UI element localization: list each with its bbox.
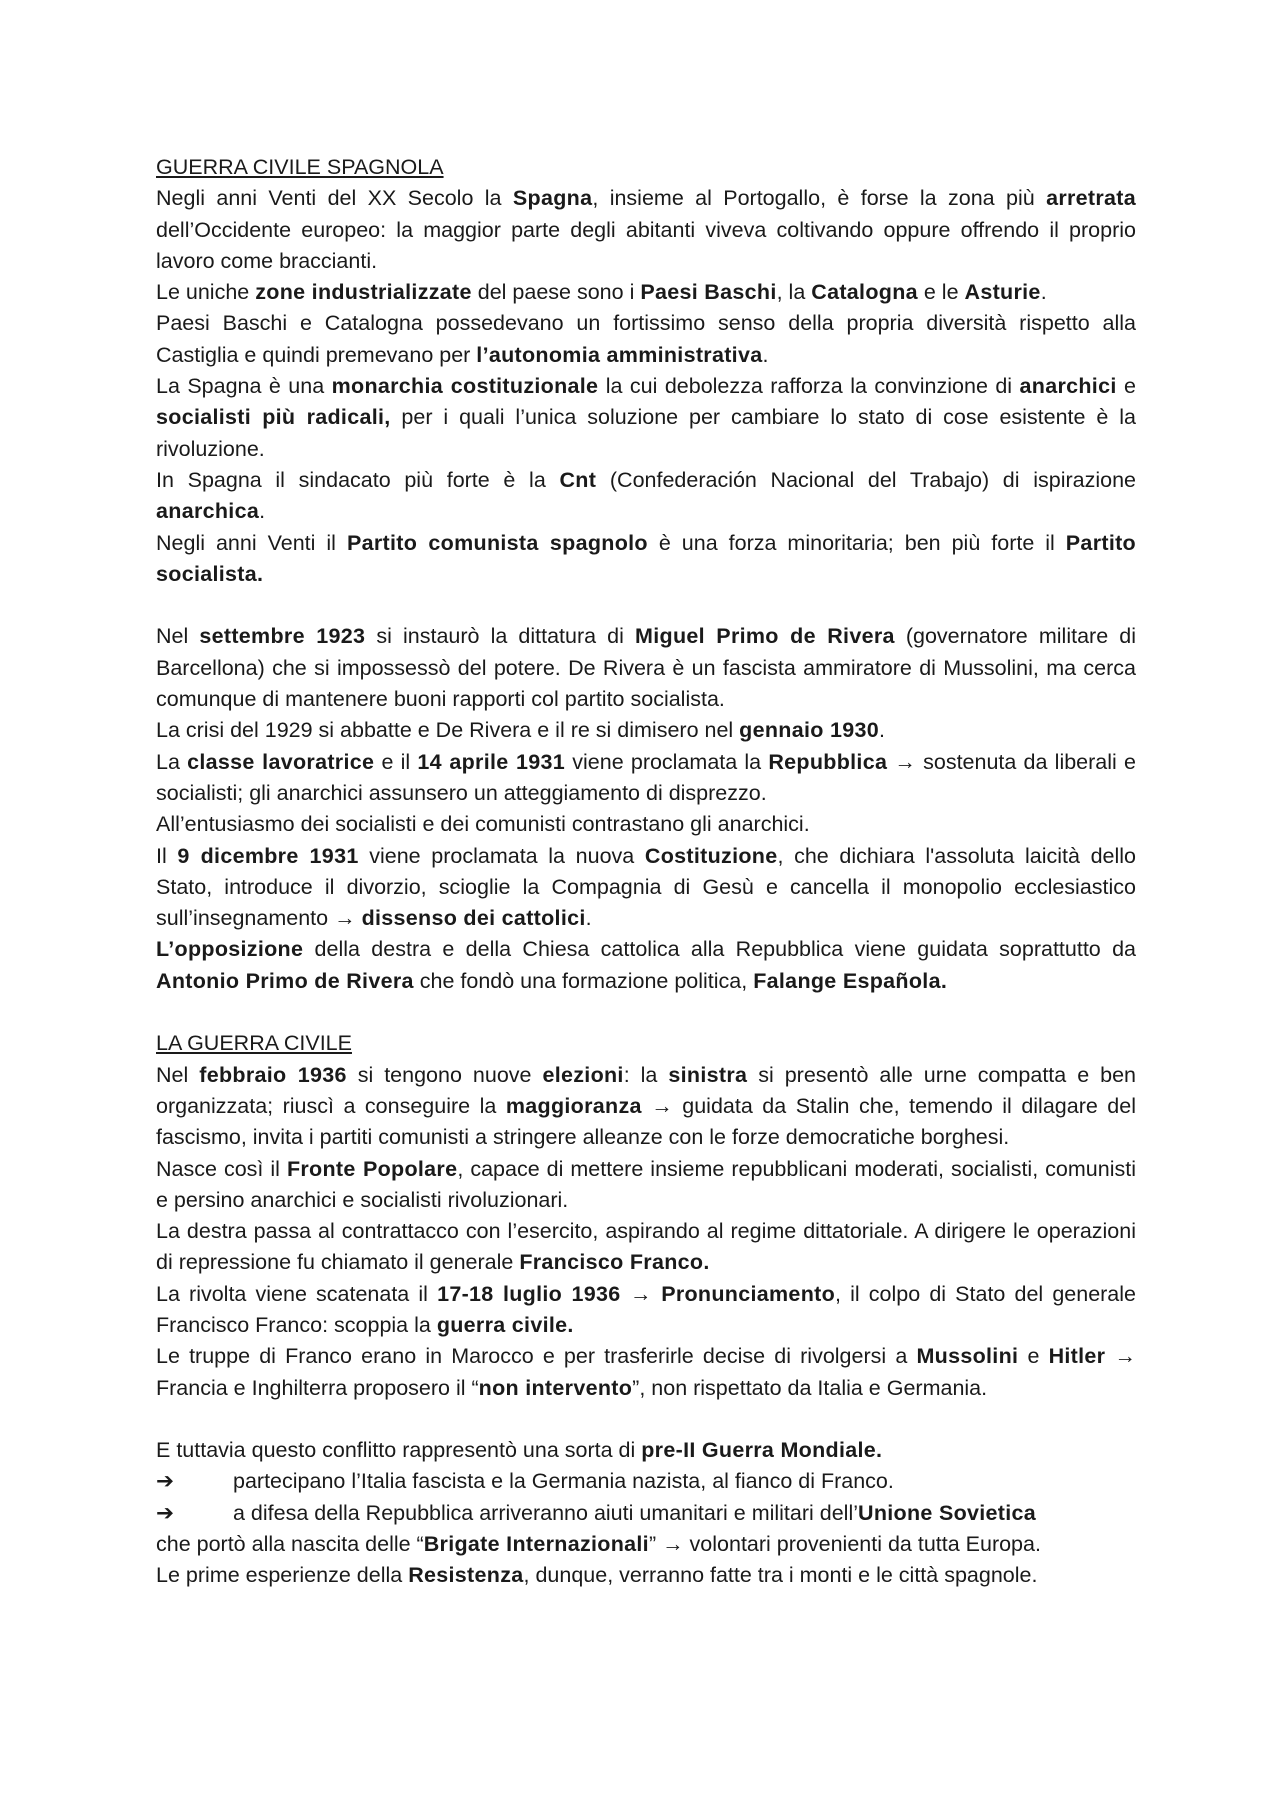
arrow-bullet-icon: ➔: [156, 1500, 175, 1525]
section-title-civil-war: LA GUERRA CIVILE: [156, 1031, 352, 1056]
paragraph: Paesi Baschi e Catalogna possedevano un fortissimo senso della propria diversità rispetto alla Castiglia e quindi premevano per l’autonomia amministrativa.: [156, 311, 1136, 367]
document-page: [156, 152, 1136, 1592]
paragraph: Negli anni Venti il Partito comunista spagnolo è una forza minoritaria; ben più forte il Partito socialista.: [156, 530, 1136, 586]
paragraph: Nel settembre 1923 si instaurò la dittatura di Miguel Primo de Rivera (governatore militare di Barcellona) che si impossessò del potere. De Rivera è un fascista ammiratore di Mussolini, ma cerca comunque di mantenere buoni rapporti col partito socialista.: [156, 624, 1136, 712]
paragraph: Le uniche zone industrializzate del paese sono i Paesi Baschi, la Catalogna e le Asturie.: [156, 280, 1047, 305]
paragraph: Nasce così il Fronte Popolare, capace di mettere insieme repubblicani moderati, socialisti, comunisti e persino anarchici e socialisti rivoluzionari.: [156, 1156, 1136, 1212]
paragraph: Il 9 dicembre 1931 viene proclamata la nuova Costituzione, che dichiara l'assoluta laicità dello Stato, introduce il divorzio, scioglie la Compagnia di Gesù e cancella il monopolio ecclesiastico sull’insegnamento → dissenso dei cattolici.: [156, 843, 1136, 931]
paragraph: All’entusiasmo dei socialisti e dei comunisti contrastano gli anarchici.: [156, 812, 810, 837]
paragraph: La classe lavoratrice e il 14 aprile 1931 viene proclamata la Repubblica → sostenuta da liberali e socialisti; gli anarchici assunsero un atteggiamento di disprezzo.: [156, 749, 1136, 805]
paragraph: Le truppe di Franco erano in Marocco e per trasferirle decise di rivolgersi a Mussolini e Hitler → Francia e Inghilterra proposero il “non intervento”, non rispettato da Italia e Germania.: [156, 1344, 1136, 1400]
paragraph: La crisi del 1929 si abbatte e De Rivera e il re si dimisero nel gennaio 1930.: [156, 718, 885, 743]
paragraph: La Spagna è una monarchia costituzionale la cui debolezza rafforza la convinzione di anarchici e socialisti più radicali, per i quali l’unica soluzione per cambiare lo stato di cose esistente è la rivoluzione.: [156, 374, 1136, 461]
paragraph: che portò alla nascita delle “Brigate Internazionali” → volontari provenienti da tutta Europa.: [156, 1532, 1041, 1557]
paragraph: E tuttavia questo conflitto rappresentò una sorta di pre-II Guerra Mondiale.: [156, 1438, 883, 1463]
section-title-spanish-civil-war: GUERRA CIVILE SPAGNOLA: [156, 155, 444, 179]
list-item: ➔ a difesa della Repubblica arriveranno aiuti umanitari e militari dell’Unione Sovietica: [156, 1498, 1136, 1529]
paragraph: Nel febbraio 1936 si tengono nuove elezioni: la sinistra si presentò alle urne compatta e ben organizzata; riuscì a conseguire la maggioranza → guidata da Stalin che, temendo il dilagare del fascismo, invita i partiti comunisti a stringere alleanze con le forze democratiche borghesi.: [156, 1062, 1137, 1150]
paragraph: La rivolta viene scatenata il 17-18 luglio 1936 → Pronunciamento, il colpo di Stato del generale Francisco Franco: scoppia la guerra civile.: [156, 1281, 1136, 1337]
paragraph: Negli anni Venti del XX Secolo la Spagna, insieme al Portogallo, è forse la zona più arretrata dell’Occidente europeo: la maggior parte degli abitanti viveva coltivando oppure offrendo il proprio lavoro come braccianti.: [156, 186, 1137, 273]
list-item: ➔ partecipano l’Italia fascista e la Germania nazista, al fianco di Franco.: [156, 1466, 1136, 1497]
paragraph: La destra passa al contrattacco con l’esercito, aspirando al regime dittatoriale. A dirigere le operazioni di repressione fu chiamato il generale Francisco Franco.: [156, 1219, 1136, 1275]
paragraph: In Spagna il sindacato più forte è la Cnt (Confederación Nacional del Trabajo) di ispirazione anarchica.: [156, 467, 1136, 524]
arrow-bullet-icon: ➔: [156, 1469, 175, 1494]
paragraph: L’opposizione della destra e della Chiesa cattolica alla Repubblica viene guidata soprattutto da Antonio Primo de Rivera che fondò una formazione politica, Falange Española.: [156, 937, 1136, 993]
paragraph: Le prime esperienze della Resistenza, dunque, verranno fatte tra i monti e le città spagnole.: [156, 1563, 1038, 1588]
